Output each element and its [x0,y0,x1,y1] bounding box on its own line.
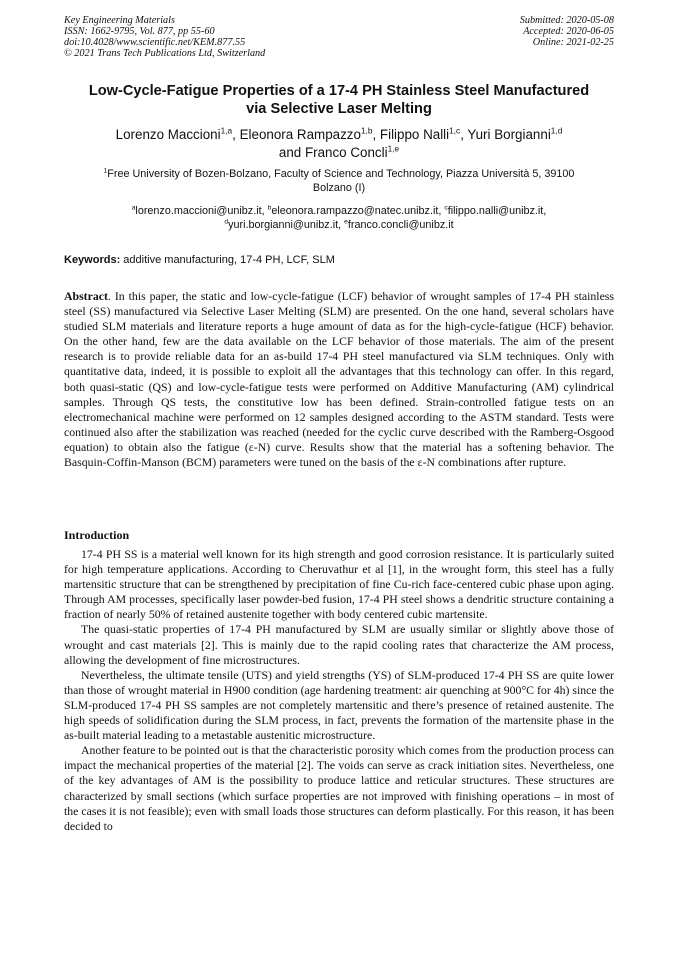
publication-dates [520,15,614,48]
email-list [52,205,626,232]
paragraph: Nevertheless, the ultimate tensile (UTS) and yield strengths (YS) of SLM-produced 17-4 PH SS are quite lower than those of wrought material in H900 condition (age hardening treatment: air quenching at 900°C for 4h) since the SLM-produced 17-4 PH SS samples are not completely martensitic and there’s presence of retained austenite. The high speeds of solidification during the SLM process, in fact, prevents the formation of the martensite phase in the as-built material leading to a metastable austenitic microstructure. [64,667,614,743]
keywords-text: additive manufacturing, 17-4 PH, LCF, SLM [120,254,335,266]
email-link[interactable]: eleonora.rampazzo@natec.unibz.it, [271,205,445,217]
keywords-label: Keywords: [64,254,121,266]
title-line-2: via Selective Laser Melting [246,101,432,117]
email-link[interactable]: filippo.nalli@unibz.it, [447,205,547,217]
affiliation-text: Free University of Bozen-Bolzano, Faculty of Science and Technology, Piazza Università 5, 39100 [107,168,575,180]
copyright: © 2021 Trans Tech Publications Ltd, Switzerland [64,48,266,59]
online-date: Online: 2021-02-25 [532,37,614,48]
paragraph: The quasi-static properties of 17-4 PH manufactured by SLM are usually similar or slightly above those of wrought and cast materials [2]. This is mainly due to the rapid cooling rates that characterize the AM process, allowing the development of fine microstructures. [64,622,614,667]
email-mark: c [444,204,448,212]
author-affiliation-mark: 1,c [449,125,461,136]
author-separator: , [232,127,240,142]
affiliation-line-2: Bolzano (I) [312,181,366,194]
keywords [64,253,335,267]
author-list [40,126,638,161]
title-line-1: Low-Cycle-Fatigue Properties of a 17-4 PH Stainless Steel Manufactured [88,83,590,99]
author-name: Yuri Borgianni [467,127,551,142]
author-line-2 [40,144,638,162]
email-mark: d [224,217,229,225]
issn: ISSN: 1662-9795, Vol. 877, pp 55-60 [64,26,215,37]
introduction-heading: Introduction [64,528,130,542]
affiliation-line-1 [52,168,626,182]
affiliation-mark: 1 [103,167,108,175]
author-name: and Franco Concli [278,144,388,160]
paragraph: 17-4 PH SS is a material well known for its high strength and good corrosion resistance. It is particularly suited for high temperature applications. According to Cheruvathur et al [1], in the wrought form, this steel has a fully martensitic structure that can be strengthened by precipitation of fine Cu-rich face-centered cubic phase upon aging. Through AM processes, specifically laser powder-bed fusion, 17-4 PH steel shows a dendritic structure containing a fraction of nearly 50% of retained austenite together with body centered cubic martensite. [64,547,614,622]
doi: doi:10.4028/www.scientific.net/KEM.877.55 [64,37,246,48]
author-name: Eleonora Rampazzo [239,127,361,142]
abstract-label: Abstract [64,289,108,303]
email-mark: b [267,204,272,212]
journal-name: Key Engineering Materials [64,15,175,26]
author-name: Lorenzo Maccioni [115,127,221,142]
author-separator: , [460,127,468,142]
email-link[interactable]: lorenzo.maccioni@unibz.it, [135,205,268,217]
author-affiliation-mark: 1,e [387,143,400,154]
email-link[interactable]: yuri.borgianni@unibz.it, [228,218,345,231]
abstract-text: . In this paper, the static and low-cycle-fatigue (LCF) behavior of wrought samples of 17-4 PH stainless steel (SS) manufactured via Selective Laser Melting (SLM) are presented. On the one hand, several scholars have studied SLM materials and literature reports a huge amount of data as for the high-cycle-fatigue (HCF) behavior. On the other hand, few are the data available on the LCF behavior of those materials. The aim of the present research is to provide reliable data for an as-build 17-4 PH steel manufactured via SLM techniques. Only with quantitative data, indeed, it is possible to exploit all the advantages that this technology can offer. In this regard, both quasi-static (QS) and low-cycle-fatigue tests were performed on Additive Manufacturing (AM) cylindrical samples. Through QS tests, the constitutive low has been defined. Strain-controlled fatigue tests on an electromechanical machine were performed on 12 samples designed according to the ASTM standard. Tests were continued also after the stabilization was reached (needed for the cyclic curve described with the Ramberg-Osgood equation) to obtain also the fatigue (ε-N) curve. Results show that the material has a softening behavior. The Basquin-Coffin-Manson (BCM) parameters were tuned on the basis of the ε-N combinations after rupture. [64,289,614,470]
paper-title [40,82,638,118]
author-name: Filippo Nalli [379,127,450,142]
accepted-date: Accepted: 2020-06-05 [523,26,614,37]
abstract [64,289,614,470]
email-line-1 [52,205,626,219]
journal-info [64,15,265,59]
email-mark: a [131,204,136,212]
author-separator: , [372,127,380,142]
email-line-2 [52,219,626,233]
author-affiliation-mark: 1,a [220,125,233,136]
email-mark: e [344,217,348,225]
introduction-body [64,547,614,834]
paragraph: Another feature to be pointed out is that the characteristic porosity which comes from the production process can impact the mechanical properties of the material [2]. The voids can serve as crack initiation sites. Nevertheless, one of the key advantages of AM is the possibility to produce lattice and reticular structures. These structures are characterized by small sections (which surface properties are not improved with finishing operations – in most of the cases it is not feasible); even with small loads those structures can deform plastically. For this reason, it has been decided to [64,743,614,833]
email-link[interactable]: franco.concli@unibz.it [347,218,454,231]
author-affiliation-mark: 1,d [550,125,563,136]
author-line-1 [40,126,638,144]
affiliation [52,168,626,195]
submitted-date: Submitted: 2020-05-08 [519,15,614,26]
author-affiliation-mark: 1,b [360,125,373,136]
